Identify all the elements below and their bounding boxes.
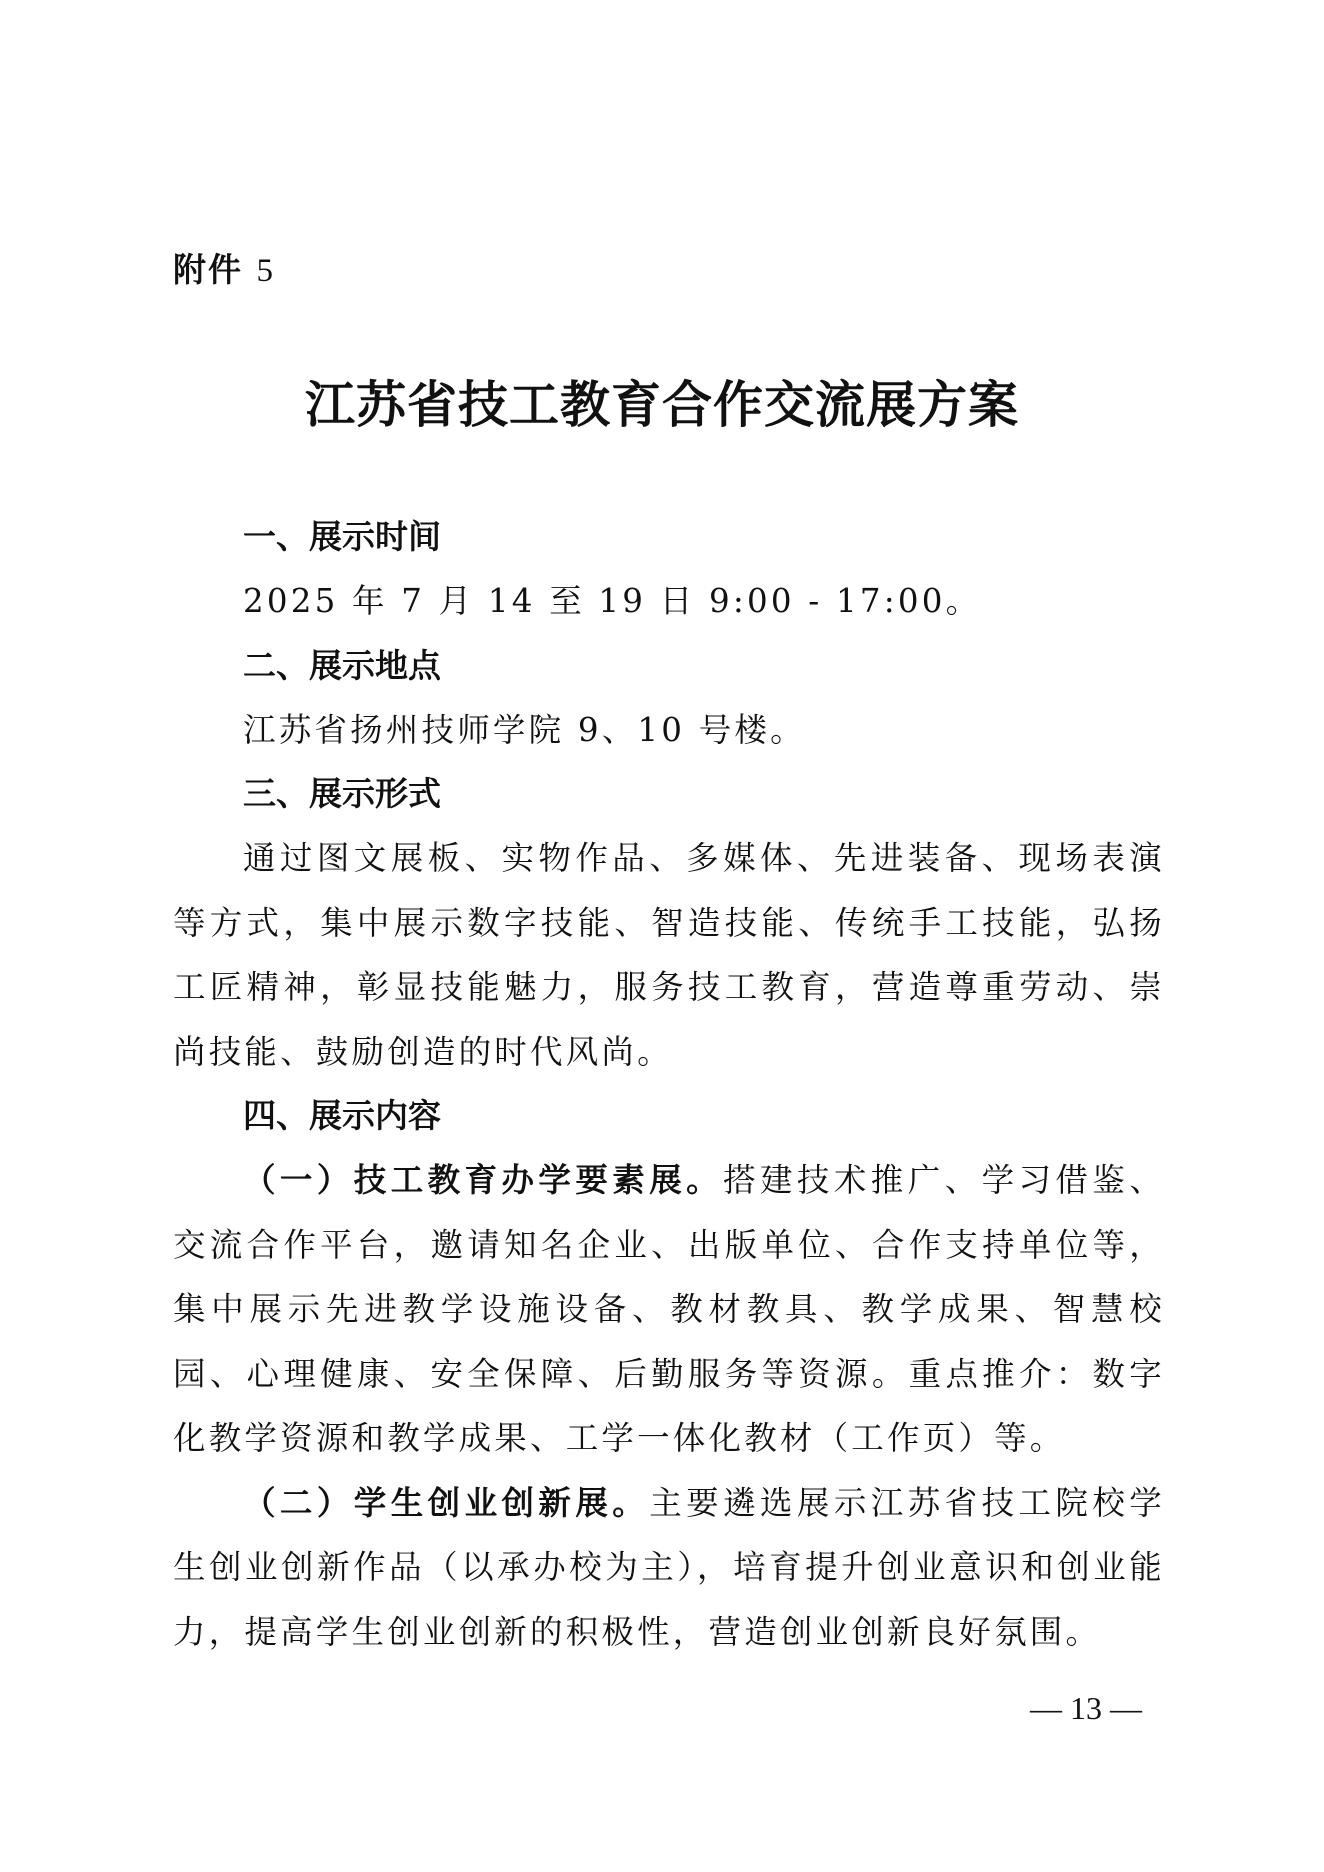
section-location-heading: 二、展示地点 <box>243 645 441 685</box>
content-item-1-lead: （一）技工教育办学要素展。 <box>243 1160 724 1199</box>
attachment-number: 5 <box>256 253 275 289</box>
attachment-word: 附件 <box>173 250 243 289</box>
content-item-2-text: 主要遴选展示江苏省技工院校学生创业创新作品（以承办校为主），培育提升创业意识和创业能力，提高学生创业创新的积极性，营造创业创新良好氛围。 <box>173 1483 1165 1651</box>
section-content-heading: 四、展示内容 <box>243 1096 441 1135</box>
content-item-2 <box>173 1471 1165 1665</box>
section-form-text: 通过图文展板、实物作品、多媒体、先进装备、现场表演等方式，集中展示数字技能、智造技能、传统手工技能，弘扬工匠精神，彰显技能魅力，服务技工教育，营造尊重劳动、崇尚技能、鼓励创造的时代风尚。 <box>173 839 1165 1071</box>
attachment-label <box>173 244 275 291</box>
section-location-text: 江苏省扬州技师学院 9、10 号楼。 <box>243 710 806 749</box>
document-body <box>173 505 1165 1664</box>
content-item-1-text: 搭建技术推广、学习借鉴、交流合作平台，邀请知名企业、出版单位、合作支持单位等，集中展示先进教学设施设备、教材教具、教学成果、智慧校园、心理健康、安全保障、后勤服务等资源。重点推介：数字化教学资源和教学成果、工学一体化教材（工作页）等。 <box>173 1161 1165 1457</box>
content-item-2-lead: （二）学生创业创新展。 <box>243 1482 650 1522</box>
document-title: 江苏省技工教育合作交流展方案 <box>305 375 1019 434</box>
page-number: — 13 — <box>1030 1690 1142 1726</box>
content-item-1 <box>173 1148 1165 1471</box>
section-time-text: 2025 年 7 月 14 至 19 日 9:00 - 17:00。 <box>243 582 982 620</box>
section-form-heading: 三、展示形式 <box>243 774 441 813</box>
section-time-heading: 一、展示时间 <box>243 517 441 556</box>
